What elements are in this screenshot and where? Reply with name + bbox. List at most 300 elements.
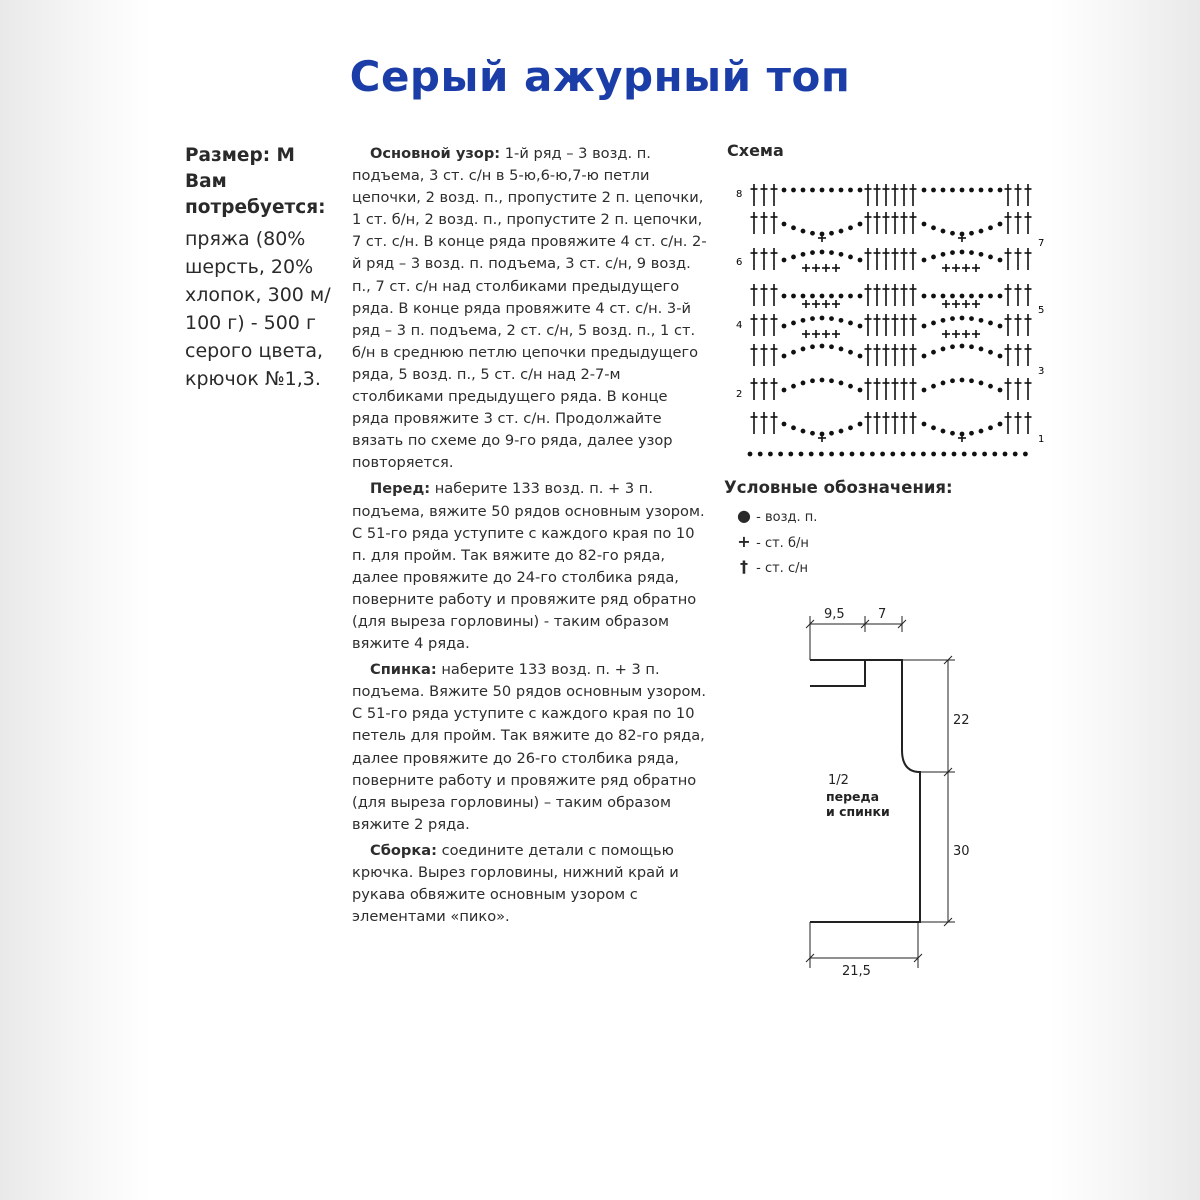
need-label-1: Вам xyxy=(185,171,227,192)
dc-stitch-icon xyxy=(751,284,758,306)
dim-bottom: 21,5 xyxy=(842,964,871,979)
chain-stitch-icon xyxy=(960,294,965,299)
chain-stitch-icon xyxy=(922,294,927,299)
materials-line: пряжа (80% xyxy=(185,228,306,250)
dc-stitch-icon xyxy=(771,314,778,336)
chain-stitch-icon xyxy=(931,350,936,355)
dim-right-bottom: 30 xyxy=(953,844,970,859)
sc-stitch-icon xyxy=(952,330,960,338)
dc-stitch-icon xyxy=(892,284,899,306)
chain-stitch-icon xyxy=(941,452,946,457)
dc-stitch-icon xyxy=(1025,212,1032,234)
chain-stitch-icon xyxy=(839,294,844,299)
sc-stitch-icon xyxy=(802,300,810,308)
chain-stitch-icon xyxy=(979,347,984,352)
instruction-text: наберите 133 возд. п. + 3 п. подъема. Вяжите 50 рядов основным узором. С 51-го ряда уступите с каждого края по 10 петель для пройм. Так вяжите до 82-го ряда, далее провяжите до 26-го столбика ряда, поверните работу и провяжите ряд обратно (для выреза горловины) – таким образом вяжите 2 ряда. xyxy=(352,661,707,833)
dc-stitch-icon xyxy=(901,412,908,434)
dc-stitch-icon xyxy=(1005,248,1012,270)
dc-stitch-icon xyxy=(901,344,908,366)
chain-stitch-icon xyxy=(998,258,1003,263)
dc-stitch-icon xyxy=(771,184,778,206)
materials-line: хлопок, 300 м/ xyxy=(185,284,331,306)
dc-stitch-icon xyxy=(865,284,872,306)
chain-stitch-icon xyxy=(801,229,806,234)
legend-item-sc xyxy=(736,532,809,551)
sc-stitch-icon xyxy=(962,330,970,338)
chain-stitch-icon xyxy=(1013,452,1018,457)
dc-stitch-icon xyxy=(874,412,881,434)
dc-stitch-icon xyxy=(1005,284,1012,306)
chain-stitch-icon xyxy=(998,222,1003,227)
sc-stitch-icon xyxy=(812,264,820,272)
chain-stitch-icon xyxy=(950,316,955,321)
sc-stitch-icon xyxy=(818,234,826,242)
chain-stitch-icon xyxy=(791,384,796,389)
sc-stitch-icon xyxy=(952,300,960,308)
dc-stitch-icon xyxy=(751,248,758,270)
chain-stitch-icon xyxy=(988,188,993,193)
instructions-block xyxy=(352,143,707,932)
instruction-text: 1-й ряд – 3 возд. п. подъема, 3 ст. с/н в 5-ю,6-ю,7-ю петли цепочки, 2 возд. п., пропустите 2 п. цепочки, 1 ст. б/н, 2 возд. п., пропустите 2 п. цепочки, 7 ст. с/н. В конце ряда провяжите 4 ст. с/н. 2-й ряд – 3 возд. п. подъема, 3 ст. с/н, 9 возд. п., 7 ст. с/н над столбиками предыдущего ряда. В конце ряда провяжите 4 ст. с/н. 3-й ряд – 3 п. подъема, 2 ст. с/н, 5 возд. п., 1 ст. б/н в среднюю петлю цепочки предыдущего ряда, 5 возд. п., 5 ст. с/н над 2-7-м столбиками предыдущего ряда. В конце ряда провяжите 3 ст. с/н. Продолжайте вязать по схеме до 9-го ряда, далее узор повторяется. xyxy=(352,145,707,472)
dc-stitch-icon xyxy=(1005,184,1012,206)
chain-stitch-icon xyxy=(801,188,806,193)
dc-stitch-icon xyxy=(1025,284,1032,306)
dc-stitch-icon xyxy=(901,248,908,270)
page-edge-left xyxy=(0,0,150,1200)
chain-stitch-icon xyxy=(788,452,793,457)
chain-stitch-icon xyxy=(988,384,993,389)
chain-stitch-icon xyxy=(791,225,796,230)
chain-stitch-icon xyxy=(931,255,936,260)
dc-stitch-icon xyxy=(1025,184,1032,206)
dc-stitch-icon xyxy=(771,412,778,434)
chain-stitch-icon xyxy=(931,452,936,457)
chain-stitch-icon xyxy=(810,294,815,299)
materials-block xyxy=(185,143,345,393)
dc-stitch-icon xyxy=(865,248,872,270)
chain-stitch-icon xyxy=(960,378,965,383)
chain-stitch-icon xyxy=(791,188,796,193)
chain-stitch-icon xyxy=(979,188,984,193)
dc-stitch-icon xyxy=(1005,412,1012,434)
dim-right-top: 22 xyxy=(953,713,970,728)
instruction-front xyxy=(352,478,707,655)
dc-stitch-icon xyxy=(883,212,890,234)
chain-stitch-icon xyxy=(1023,452,1028,457)
materials-line: серого цвета, xyxy=(185,340,324,362)
chain-stitch-icon xyxy=(848,255,853,260)
piece-label: переда xyxy=(826,789,880,804)
chain-stitch-icon xyxy=(950,231,955,236)
row-number-left: 6 xyxy=(736,257,743,268)
sc-stitch-icon xyxy=(952,264,960,272)
chain-stitch-icon xyxy=(820,378,825,383)
instruction-text: наберите 133 возд. п. + 3 п. подъема, вяжите 50 рядов основным узором. С 51-го ряда уступите с каждого края по 10 п. для пройм. Так вяжите до 82-го ряда, далее провяжите до 24-го столбика ряда, поверните работу и провяжите ряд обратно (для выреза горловины) - таким образом вяжите 4 ряда. xyxy=(352,480,705,653)
dc-stitch-icon xyxy=(865,212,872,234)
dc-stitch-icon xyxy=(910,412,917,434)
chain-stitch-icon xyxy=(969,250,974,255)
legend-item-dc xyxy=(736,557,808,576)
chain-stitch-icon xyxy=(858,324,863,329)
chain-stitch-icon xyxy=(931,425,936,430)
sc-stitch-icon xyxy=(962,264,970,272)
row-number-right: 1 xyxy=(1038,434,1045,445)
chain-stitch-icon xyxy=(950,378,955,383)
dc-stitch-icon xyxy=(892,378,899,400)
dc-stitch-icon xyxy=(1015,378,1022,400)
chain-stitch-icon xyxy=(801,381,806,386)
chain-stitch-icon xyxy=(931,188,936,193)
chain-stitch-icon xyxy=(829,344,834,349)
chain-stitch-icon xyxy=(941,318,946,323)
chain-stitch-icon xyxy=(922,354,927,359)
chain-stitch-icon xyxy=(810,344,815,349)
chain-stitch-icon xyxy=(782,388,787,393)
chain-stitch-icon xyxy=(988,294,993,299)
chain-stitch-icon xyxy=(801,294,806,299)
chain-dot-icon: ● xyxy=(737,506,751,525)
chain-stitch-icon xyxy=(848,188,853,193)
chain-stitch-icon xyxy=(950,250,955,255)
dc-stitch-icon xyxy=(892,412,899,434)
dc-stitch-icon xyxy=(751,412,758,434)
chain-stitch-icon xyxy=(922,222,927,227)
dc-stitch-icon xyxy=(901,212,908,234)
chain-stitch-icon xyxy=(1003,452,1008,457)
chain-stitch-icon xyxy=(801,429,806,434)
chain-stitch-icon xyxy=(820,316,825,321)
chain-stitch-icon xyxy=(941,229,946,234)
chain-stitch-icon xyxy=(972,452,977,457)
sc-stitch-icon xyxy=(942,330,950,338)
chain-stitch-icon xyxy=(810,316,815,321)
chain-stitch-icon xyxy=(839,229,844,234)
sc-stitch-icon xyxy=(822,300,830,308)
instruction-back xyxy=(352,659,707,836)
dc-stitch-icon xyxy=(910,344,917,366)
dc-stitch-icon xyxy=(751,184,758,206)
chain-stitch-icon xyxy=(801,252,806,257)
chain-stitch-icon xyxy=(969,188,974,193)
chain-stitch-icon xyxy=(941,188,946,193)
dc-stitch-icon xyxy=(883,284,890,306)
legend-item-chain xyxy=(736,506,817,525)
chain-stitch-icon xyxy=(988,350,993,355)
dc-stitch-icon xyxy=(883,184,890,206)
chain-stitch-icon xyxy=(848,225,853,230)
chain-stitch-icon xyxy=(982,452,987,457)
dc-stitch-icon xyxy=(892,314,899,336)
plus-icon: + xyxy=(737,532,751,551)
dc-stitch-icon xyxy=(1015,314,1022,336)
chain-stitch-icon xyxy=(962,452,967,457)
dc-stitch-icon xyxy=(761,378,768,400)
dc-stitch-icon xyxy=(1005,212,1012,234)
size-label: Размер: М xyxy=(185,145,295,166)
chain-stitch-icon xyxy=(960,344,965,349)
chain-stitch-icon xyxy=(931,225,936,230)
chain-stitch-icon xyxy=(922,422,927,427)
sc-stitch-icon xyxy=(832,300,840,308)
dc-stitch-icon xyxy=(1005,378,1012,400)
chain-stitch-icon xyxy=(839,429,844,434)
chain-stitch-icon xyxy=(950,431,955,436)
row-number-right: 5 xyxy=(1038,305,1045,316)
page-title: Серый ажурный топ xyxy=(349,52,851,101)
dc-stitch-icon xyxy=(761,314,768,336)
chain-stitch-icon xyxy=(748,452,753,457)
instruction-label: Спинка: xyxy=(370,661,437,679)
chain-stitch-icon xyxy=(839,381,844,386)
dc-stitch-icon xyxy=(892,344,899,366)
chain-stitch-icon xyxy=(969,344,974,349)
row-number-left: 2 xyxy=(736,389,743,400)
dc-stitch-icon xyxy=(865,344,872,366)
dc-stitch-icon xyxy=(771,212,778,234)
chain-stitch-icon xyxy=(979,318,984,323)
chain-stitch-icon xyxy=(829,188,834,193)
dc-stitch-icon xyxy=(883,314,890,336)
sc-stitch-icon xyxy=(832,330,840,338)
chain-stitch-icon xyxy=(839,318,844,323)
sc-stitch-icon xyxy=(822,330,830,338)
chain-stitch-icon xyxy=(820,294,825,299)
chain-stitch-icon xyxy=(858,294,863,299)
chain-stitch-icon xyxy=(810,378,815,383)
sc-stitch-icon xyxy=(818,434,826,442)
dc-stitch-icon xyxy=(761,212,768,234)
chain-stitch-icon xyxy=(782,258,787,263)
chain-stitch-icon xyxy=(858,422,863,427)
sc-stitch-icon xyxy=(822,264,830,272)
sc-stitch-icon xyxy=(958,234,966,242)
chain-stitch-icon xyxy=(988,225,993,230)
chain-stitch-icon xyxy=(848,350,853,355)
chain-stitch-icon xyxy=(969,431,974,436)
schema-title: Схема xyxy=(727,141,784,160)
sc-stitch-icon xyxy=(962,300,970,308)
chain-stitch-icon xyxy=(829,431,834,436)
dc-stitch-icon xyxy=(910,314,917,336)
sc-stitch-icon xyxy=(972,330,980,338)
chain-stitch-icon xyxy=(922,324,927,329)
chain-stitch-icon xyxy=(791,321,796,326)
dc-stitch-icon xyxy=(910,184,917,206)
dc-stitch-icon xyxy=(910,212,917,234)
dc-stitch-icon xyxy=(761,184,768,206)
dc-stitch-icon xyxy=(1015,184,1022,206)
chain-stitch-icon xyxy=(998,188,1003,193)
chain-stitch-icon xyxy=(829,452,834,457)
dc-stitch-icon xyxy=(1015,412,1022,434)
piece-label: и спинки xyxy=(826,804,890,819)
dc-stitch-icon xyxy=(1005,344,1012,366)
chain-stitch-icon xyxy=(941,294,946,299)
chain-stitch-icon xyxy=(768,452,773,457)
row-number-right: 7 xyxy=(1038,238,1045,249)
chain-stitch-icon xyxy=(931,294,936,299)
dc-stitch-icon xyxy=(1025,248,1032,270)
dc-stitch-icon xyxy=(883,248,890,270)
dc-stitch-icon xyxy=(901,378,908,400)
crochet-chart xyxy=(728,176,1048,461)
chain-stitch-icon xyxy=(819,452,824,457)
materials-line: шерсть, 20% xyxy=(185,256,314,278)
chain-stitch-icon xyxy=(848,384,853,389)
chain-stitch-icon xyxy=(810,431,815,436)
piece-label: 1/2 xyxy=(828,773,849,788)
dc-stitch-icon xyxy=(751,344,758,366)
dc-stitch-icon xyxy=(901,184,908,206)
chain-stitch-icon xyxy=(960,316,965,321)
chain-stitch-icon xyxy=(998,294,1003,299)
materials-line: 100 г) - 500 г xyxy=(185,312,316,334)
dc-stitch-icon xyxy=(910,284,917,306)
chain-stitch-icon xyxy=(850,452,855,457)
chain-stitch-icon xyxy=(858,258,863,263)
chain-stitch-icon xyxy=(801,318,806,323)
instruction-label: Основной узор: xyxy=(370,145,501,162)
sc-stitch-icon xyxy=(802,264,810,272)
chain-stitch-icon xyxy=(782,294,787,299)
dc-stitch-icon xyxy=(761,248,768,270)
dc-stitch-icon xyxy=(771,248,778,270)
sc-stitch-icon xyxy=(812,330,820,338)
chain-stitch-icon xyxy=(880,452,885,457)
dc-stitch-icon xyxy=(771,378,778,400)
chain-stitch-icon xyxy=(829,231,834,236)
chain-stitch-icon xyxy=(969,294,974,299)
sc-stitch-icon xyxy=(942,264,950,272)
legend-text: - возд. п. xyxy=(756,510,818,525)
dc-stitch-icon xyxy=(892,212,899,234)
chain-stitch-icon xyxy=(979,429,984,434)
chain-stitch-icon xyxy=(860,452,865,457)
dc-stitch-icon xyxy=(874,314,881,336)
chain-stitch-icon xyxy=(848,425,853,430)
chain-stitch-icon xyxy=(922,258,927,263)
chain-stitch-icon xyxy=(839,188,844,193)
chain-stitch-icon xyxy=(858,188,863,193)
dc-stitch-icon xyxy=(883,412,890,434)
dc-stitch-icon xyxy=(865,184,872,206)
chain-stitch-icon xyxy=(858,388,863,393)
chain-stitch-icon xyxy=(950,188,955,193)
chain-stitch-icon xyxy=(829,316,834,321)
chain-stitch-icon xyxy=(950,344,955,349)
row-number-right: 3 xyxy=(1038,366,1045,377)
dc-stitch-icon xyxy=(1015,284,1022,306)
chain-stitch-icon xyxy=(969,378,974,383)
chain-stitch-icon xyxy=(810,188,815,193)
sc-stitch-icon xyxy=(972,264,980,272)
dc-stitch-icon xyxy=(865,314,872,336)
chain-stitch-icon xyxy=(941,252,946,257)
chain-stitch-icon xyxy=(791,350,796,355)
dc-stitch-icon xyxy=(874,344,881,366)
chain-stitch-icon xyxy=(911,452,916,457)
chain-stitch-icon xyxy=(921,452,926,457)
chain-stitch-icon xyxy=(922,188,927,193)
dc-stitch-icon xyxy=(1015,248,1022,270)
chain-stitch-icon xyxy=(829,378,834,383)
chain-stitch-icon xyxy=(998,324,1003,329)
dc-stitch-icon xyxy=(771,284,778,306)
chain-stitch-icon xyxy=(778,452,783,457)
chain-stitch-icon xyxy=(922,388,927,393)
chain-stitch-icon xyxy=(782,354,787,359)
chain-stitch-icon xyxy=(848,294,853,299)
garment-pattern xyxy=(790,600,990,990)
chain-stitch-icon xyxy=(941,381,946,386)
sc-stitch-icon xyxy=(802,330,810,338)
dc-stitch-icon xyxy=(751,378,758,400)
dc-stitch-icon xyxy=(892,248,899,270)
dc-stitch-icon xyxy=(1025,344,1032,366)
chain-stitch-icon xyxy=(988,321,993,326)
chain-stitch-icon xyxy=(799,452,804,457)
materials-line: крючок №1,3. xyxy=(185,368,321,390)
chain-stitch-icon xyxy=(839,452,844,457)
legend-text: - ст. б/н xyxy=(756,536,809,551)
chain-stitch-icon xyxy=(782,222,787,227)
chain-stitch-icon xyxy=(931,384,936,389)
chain-stitch-icon xyxy=(858,222,863,227)
chain-stitch-icon xyxy=(890,452,895,457)
dc-stitch-icon xyxy=(874,184,881,206)
dc-stitch-icon xyxy=(761,412,768,434)
sc-stitch-icon xyxy=(972,300,980,308)
dc-stitch-icon xyxy=(1025,412,1032,434)
chain-stitch-icon xyxy=(931,321,936,326)
row-number-left: 8 xyxy=(736,189,743,200)
chain-stitch-icon xyxy=(979,229,984,234)
dc-stitch-icon xyxy=(874,248,881,270)
instruction-label: Сборка: xyxy=(370,841,437,859)
dim-top-left: 9,5 xyxy=(824,607,845,622)
chain-stitch-icon xyxy=(960,188,965,193)
chain-stitch-icon xyxy=(998,388,1003,393)
legend-title: Условные обозначения: xyxy=(724,478,953,497)
dc-stitch-icon xyxy=(883,344,890,366)
chain-stitch-icon xyxy=(809,452,814,457)
instruction-main-pattern xyxy=(352,143,707,474)
chain-stitch-icon xyxy=(791,294,796,299)
sc-stitch-icon xyxy=(812,300,820,308)
chain-stitch-icon xyxy=(858,354,863,359)
dim-top-right: 7 xyxy=(878,607,887,622)
chain-stitch-icon xyxy=(979,381,984,386)
chain-stitch-icon xyxy=(998,422,1003,427)
chain-stitch-icon xyxy=(791,255,796,260)
dagger-icon: † xyxy=(740,557,748,576)
dc-stitch-icon xyxy=(865,378,872,400)
dc-stitch-icon xyxy=(910,378,917,400)
sc-stitch-icon xyxy=(832,264,840,272)
chain-stitch-icon xyxy=(801,347,806,352)
chain-stitch-icon xyxy=(839,347,844,352)
dc-stitch-icon xyxy=(874,284,881,306)
chain-stitch-icon xyxy=(758,452,763,457)
chain-stitch-icon xyxy=(810,250,815,255)
chain-stitch-icon xyxy=(782,422,787,427)
dc-stitch-icon xyxy=(1015,344,1022,366)
chain-stitch-icon xyxy=(820,250,825,255)
dc-stitch-icon xyxy=(910,248,917,270)
dc-stitch-icon xyxy=(874,378,881,400)
chain-stitch-icon xyxy=(829,294,834,299)
dc-stitch-icon xyxy=(901,314,908,336)
